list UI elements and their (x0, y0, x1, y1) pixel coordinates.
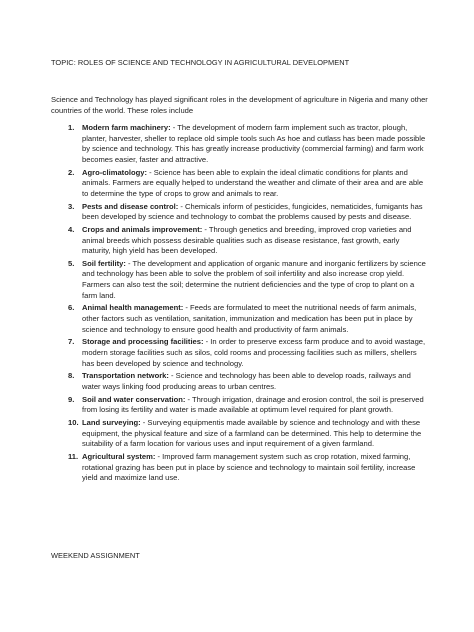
list-item (51, 202, 429, 223)
list-item (51, 259, 429, 301)
item-term: Transportation network: (82, 371, 169, 381)
item-number: 4. (68, 224, 75, 234)
list-item (51, 395, 429, 416)
item-text: - In order to preserve excess farm produce and to avoid wastage, modern storage facilities such as silos, cold rooms and processing facilities such as millers, shellers has been developed by science and technology. (82, 337, 426, 368)
item-text: - The development of modern farm implement such as tractor, plough, planter, harvester, sheller to replace old simple tools such As hoe and cutlass has been made possible by science and technology. This has greatly increase productivity (commercial farming) and farm work becomes easier, faster and attractive. (82, 123, 426, 164)
item-number: 9. (68, 394, 75, 404)
intro-paragraph: Science and Technology has played significant roles in the development of agriculture in Nigeria and many other countries of the world. These roles include (51, 95, 428, 115)
item-number: 6. (68, 303, 75, 313)
item-number: 11. (68, 452, 79, 462)
item-number: 8. (68, 371, 75, 381)
roles-list (51, 123, 429, 486)
item-term: Agricultural system: (82, 452, 156, 462)
item-term: Agro-climatology: (82, 167, 147, 177)
item-text: - Science and technology has been able to develop roads, railways and water ways linking food producing areas to urban centres. (82, 371, 411, 391)
item-text: - Surveying equipmentis made available by science and technology and with these equipment, the physical feature and size of a farmland can be determined. This help to determine the suitability of a farm location for various uses and input requirement of a given farmland. (82, 418, 422, 449)
item-term: Crops and animals improvement: (82, 224, 203, 234)
item-term: Modern farm machinery: (82, 123, 171, 132)
item-number: 2. (68, 167, 75, 177)
item-number: 3. (68, 201, 75, 211)
list-item (51, 371, 429, 392)
item-text: - Improved farm management system such as crop rotation, mixed farming, rotational grazing has been put in place by science and technology to maintain soil fertility, increase yield and maximize land use. (82, 452, 416, 483)
item-text: - Chemicals inform of pesticides, fungicides, nematicides, fumigants has been developed by science and technology to combat the problems caused by pests and disease. (82, 201, 423, 222)
item-term: Soil fertility: (82, 258, 126, 268)
weekend-assignment-heading: WEEKEND ASSIGNMENT (51, 551, 140, 560)
item-term: Land surveying: (82, 418, 141, 428)
item-number: 5. (68, 258, 75, 268)
item-term: Animal health management: (82, 303, 184, 313)
list-item (51, 337, 429, 369)
item-number: 7. (68, 337, 75, 347)
list-item (51, 418, 429, 450)
item-term: Pests and disease control: (82, 201, 179, 211)
item-term: Storage and processing facilities: (82, 337, 204, 347)
item-number: 1. (68, 123, 75, 132)
list-item (51, 452, 429, 484)
item-term: Soil and water conservation: (82, 394, 186, 404)
item-text: - Science has been able to explain the ideal climatic conditions for plants and animals. Farmers are equally helped to understand the weather and climate of their area and are able to determine the type of crops to grow and animals to rear. (82, 167, 424, 198)
document-topic: TOPIC: ROLES OF SCIENCE AND TECHNOLOGY IN AGRICULTURAL DEVELOPMENT (51, 58, 350, 67)
list-item (51, 168, 429, 200)
item-text: - Through irrigation, drainage and erosion control, the soil is preserved from losing its fertility and water is made available at optimum level required for plant growth. (82, 394, 424, 415)
list-item (51, 225, 429, 257)
item-text: - Feeds are formulated to meet the nutritional needs of farm animals, other factors such as ventilation, sanitation, immunization and medication has been put in place by science and technology to ensure good health and productivity of farm animals. (82, 303, 417, 334)
list-item (51, 123, 429, 165)
item-text: - The development and application of organic manure and inorganic fertilizers by science and technology has been able to solve the problem of soil infertility and also increase crop yield. Farmers can also test the soil; determine the nutrient deficiencies and the type of crop to plant on a farm land. (82, 258, 426, 300)
item-number: 10. (68, 418, 79, 428)
item-text: - Through genetics and breeding, improved crop varieties and animal breeds which possess desirable qualities such as disease resistance, fast growth, early maturity, high yield has been developed. (82, 224, 412, 256)
list-item (51, 303, 429, 335)
